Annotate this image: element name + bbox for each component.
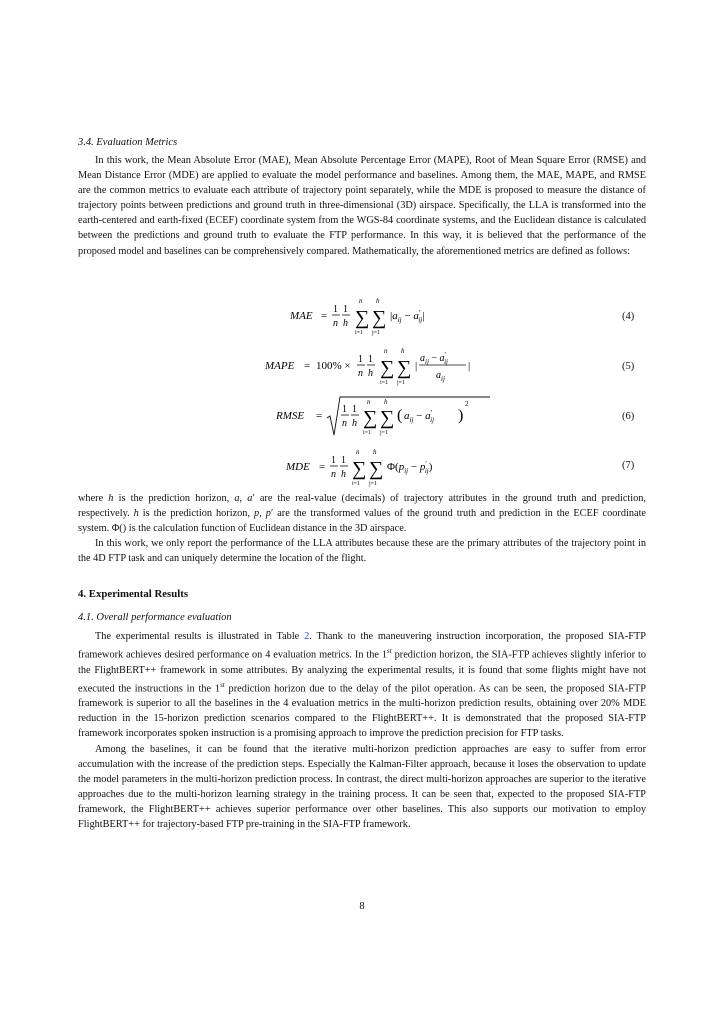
section-3-4-definitions: [78, 491, 646, 566]
svg-text:|: |: [415, 360, 418, 372]
svg-text:j=1: j=1: [380, 430, 389, 436]
svg-text:h: h: [373, 448, 377, 456]
paragraph-lla-note: In this work, we only report the performance of the LLA attributes because these are the primary attributes of the trajectory point in the 4D FTP task and can uniquely determine the location of the flight.: [78, 538, 646, 565]
svg-text:1: 1: [331, 455, 336, 466]
equation-mape-formula: [0, 346, 724, 396]
svg-text:h: h: [341, 469, 346, 480]
svg-text:2: 2: [465, 400, 469, 408]
svg-text:|aij − a′ij|: $|a_{ij} - a'$ ij|: [390, 309, 425, 324]
equation-number: (6): [622, 411, 635, 422]
svg-text:j=1: j=1: [397, 380, 406, 386]
svg-text:∑: ∑: [372, 307, 387, 329]
svg-text:n: n: [342, 418, 347, 429]
section-3-4-intro: [78, 153, 646, 259]
section-3-4-heading: 3.4. Evaluation Metrics: [78, 137, 178, 148]
svg-text:1: 1: [341, 455, 346, 466]
svg-text:j=1: j=1: [369, 481, 378, 487]
svg-text:i=1: i=1: [355, 330, 364, 336]
svg-text:∑: ∑: [380, 357, 395, 379]
equation-number: (5): [622, 361, 635, 372]
svg-text:∑: ∑: [380, 407, 395, 429]
svg-text:1: 1: [342, 404, 347, 415]
svg-text:(: (: [397, 407, 403, 424]
svg-text:h: h: [352, 418, 357, 429]
paragraph-metrics-intro: In this work, the Mean Absolute Error (MAE), Mean Absolute Percentage Error (MAPE), Root of Mean Square Error (RMSE) and Mean Distance Error (MDE) are applied to evaluate the model performance and baselines. Among them, the MAE, MAPE, and RMSE are the common metrics to evaluate each attribute of trajectory point separately, while the MDE is proposed to measure the distance of trajectory points between predictions and ground truth in three-dimensional (3D) airspace. Specifically, the LLA is transformed into the earth-centered and earth-fixed (ECEF) coordinate system from the WGS-84 coordinate systems, and the Euclidean distance is calculated between the predictions and ground truth to evaluate the FTP performance. In this way, it is believed that the performance of the proposed model and baselines can be comprehensively compared. Mathematically, the aforementioned metrics are defined as follows:: [78, 155, 646, 257]
svg-text:1: 1: [333, 304, 338, 315]
svg-text:1: 1: [352, 404, 357, 415]
svg-text:n: n: [331, 469, 336, 480]
svg-text:1: 1: [343, 304, 348, 315]
svg-text:∑: ∑: [369, 458, 384, 480]
svg-text:=: =: [304, 360, 311, 372]
svg-text:MAE: MAE: [290, 310, 313, 322]
section-4-1-body: [78, 629, 646, 832]
svg-text:h: h: [368, 368, 373, 379]
equation-mde: [0, 447, 724, 487]
svg-text:h: h: [401, 347, 405, 355]
svg-text:∑: ∑: [352, 458, 367, 480]
svg-text:n: n: [333, 318, 338, 329]
paragraph-variable-definitions: where h is the prediction horizon, a, a′ are the real-value (decimals) of trajectory attributes in the ground truth and prediction, respectively. h is the prediction horizon, p, p′ are the transformed values of the ground truth and prediction in the ECEF coordinate system. Φ() is the calculation function of Euclidean distance in the 3D airspace.: [78, 493, 647, 535]
svg-text:∑: ∑: [355, 307, 370, 329]
svg-text:i=1: i=1: [352, 481, 361, 487]
svg-text:n: n: [358, 368, 363, 379]
svg-text:aij − a′ij: $a_{ij} - a'$ ij: [420, 351, 448, 366]
svg-text:Φ(pij − p′ij): $\Phi(p_{ij} - p'$ ij): [387, 460, 433, 475]
svg-text:1: 1: [358, 354, 363, 365]
equation-mae: [0, 296, 724, 336]
svg-text:h: h: [376, 297, 380, 305]
svg-text:1: 1: [368, 354, 373, 365]
svg-text:∑: ∑: [397, 357, 412, 379]
paragraph-baselines-analysis: Among the baselines, it can be found that the iterative multi-horizon prediction approaches are easy to suffer from error accumulation with the increase of the prediction steps. Especially the Kalman-Filter approach, because it loses the observation to update the model parameters in the multi-horizon prediction process. In contrast, the direct multi-horizon approaches are superior to the iterative approaches due to the multi-horizon learning strategy in the training process. It can be seen that, expected to the proposed SIA-FTP framework, the FlightBERT++ achieves superior performance over other baselines. This also supports our motivation to employ FlightBERT++ for trajectory-based FTP pre-training in the SIA-FTP framework.: [78, 743, 646, 830]
equation-rmse-formula: [0, 393, 724, 443]
svg-text:h: h: [384, 398, 388, 406]
equation-number: (7): [622, 460, 635, 471]
svg-text:RMSE: RMSE: [276, 410, 305, 422]
equation-mde-formula: [0, 447, 724, 497]
equation-number: (4): [622, 311, 635, 322]
svg-text:n: n: [384, 347, 388, 355]
svg-text:h: h: [343, 318, 348, 329]
section-4-heading: 4. Experimental Results: [78, 588, 189, 600]
equation-rmse: [0, 393, 724, 436]
svg-text:=: =: [319, 461, 326, 473]
svg-text:i=1: i=1: [363, 430, 372, 436]
svg-text:MDE: MDE: [286, 461, 310, 473]
svg-text:n: n: [367, 398, 371, 406]
svg-text:|: |: [468, 360, 471, 372]
svg-text:=: =: [316, 410, 323, 422]
svg-text:∑: ∑: [363, 407, 378, 429]
svg-text:aij: $a_{ij}$: [436, 370, 445, 383]
equation-mae-formula: [0, 296, 724, 346]
svg-text:MAPE: MAPE: [265, 360, 295, 372]
svg-text:i=1: i=1: [380, 380, 389, 386]
svg-text:n: n: [356, 448, 360, 456]
section-4-1-heading: 4.1. Overall performance evaluation: [78, 612, 232, 623]
paragraph-overall-performance: The experimental results is illustrated in Table 2. Thank to the maneuvering instruction incorporation, the proposed SIA-FTP framework achieves desired performance on 4 evaluation metrics. In the 1st prediction horizon, the SIA-FTP achieves slightly inferior to the FlightBERT++ framework in some attributes. By analyzing the experimental results, it is found that some flights might have not executed the instructions in the 1st prediction horizon due to the delay of the pilot operation. As can be seen, the proposed SIA-FTP framework is superior to all the baselines in the 4 evaluation metrics in the multi-horizon prediction results, obtaining over 20% MDE reduction in the 15-horizon prediction scenarios compared to the FlightBERT++. It is demonstrated that the proposed SIA-FTP framework incorporates spoken instruction is a promising approach to improve the prediction precision for FTP tasks.: [78, 631, 646, 740]
svg-text:): ): [458, 407, 464, 424]
svg-text:j=1: j=1: [372, 330, 381, 336]
svg-text:n: n: [359, 297, 363, 305]
svg-text:=: =: [321, 310, 328, 322]
page-number: 8: [359, 901, 365, 912]
svg-text:aij − a′ij: $a_{ij} - a'$ ij: [404, 409, 435, 424]
svg-text:100% ×: 100% ×: [316, 360, 351, 372]
equation-mape: [0, 346, 724, 386]
